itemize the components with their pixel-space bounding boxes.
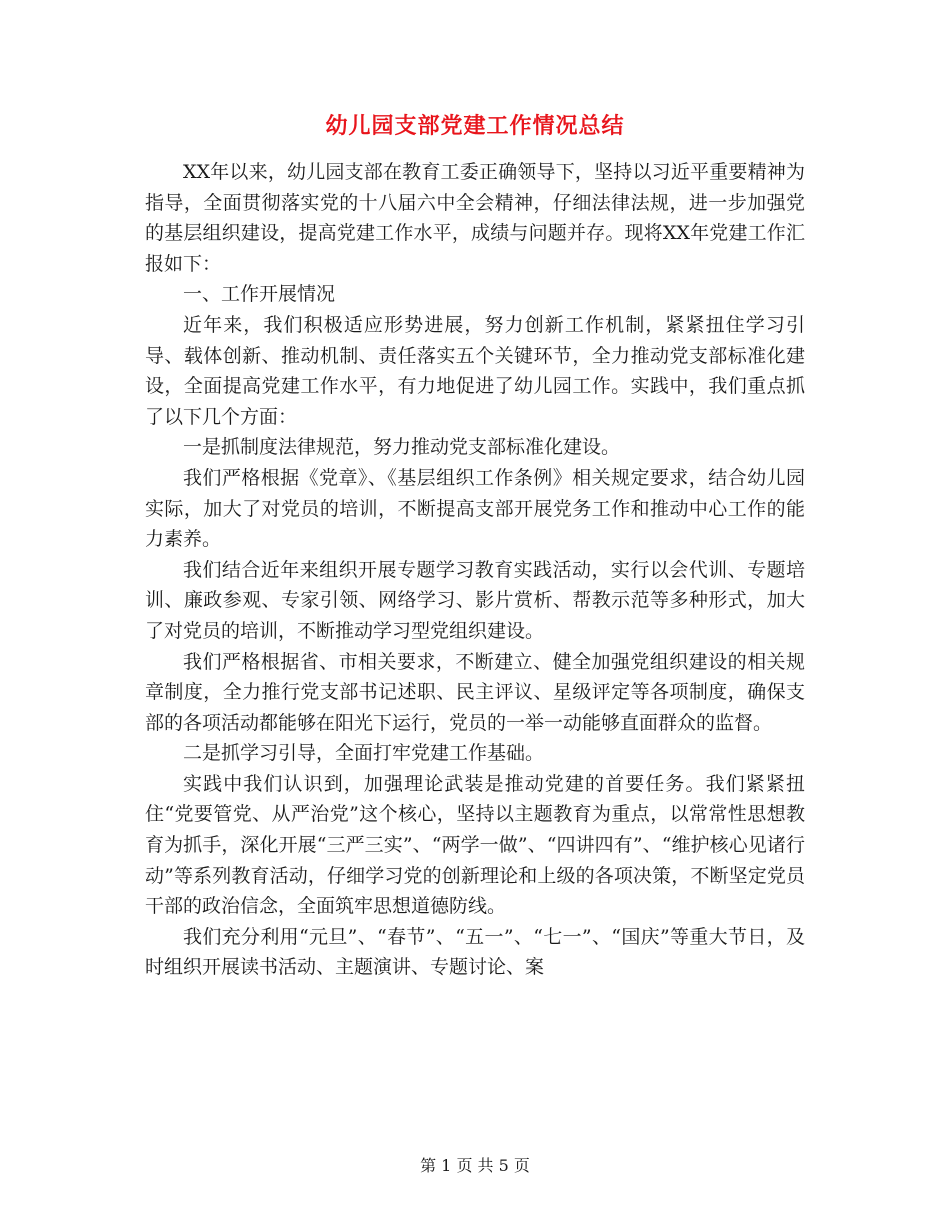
subheading-1: 一是抓制度法律规范，努力推动党支部标准化建设。: [183, 436, 621, 459]
document-body: [145, 157, 805, 983]
document-title: 幼儿园支部党建工作情况总结: [325, 113, 625, 139]
paragraph: 我们充分利用“元旦”、“春节”、“五一”、“七一”、“国庆”等重大节日，及时组织开展读书活动、主题演讲、专题讨论、案: [145, 925, 805, 979]
paragraph: 我们严格根据省、市相关要求，不断建立、健全加强党组织建设的相关规章制度，全力推行党支部书记述职、民主评议、星级评定等各项制度，确保支部的各项活动都能够在阳光下运行，党员的一举一动能够直面群众的监督。: [145, 650, 805, 734]
paragraph-overview: 近年来，我们积极适应形势进展，努力创新工作机制，紧紧扭住学习引导、载体创新、推动机制、责任落实五个关键环节，全力推动党支部标准化建设，全面提高党建工作水平，有力地促进了幼儿园工作。实践中，我们重点抓了以下几个方面：: [145, 313, 805, 428]
paragraph: 我们严格根据《党章》、《基层组织工作条例》相关规定要求，结合幼儿园实际，加大了对党员的培训，不断提高支部开展党务工作和推动中心工作的能力素养。: [145, 466, 805, 551]
section-heading-1: 一、工作开展情况: [183, 283, 336, 306]
paragraph: 我们结合近年来组织开展专题学习教育实践活动，实行以会代训、专题培训、廉政参观、专家引领、网络学习、影片赏析、帮教示范等多种形式，加大了对党员的培训，不断推动学习型党组织建设。: [145, 558, 805, 642]
subheading-2: 二是抓学习引导，全面打牢党建工作基础。: [183, 742, 545, 765]
paragraph-intro: XX年以来，幼儿园支部在教育工委正确领导下，坚持以习近平重要精神为指导，全面贯彻落实党的十八届六中全会精神，仔细法律法规，进一步加强党的基层组织建设，提高党建工作水平，成绩与问题并存。现将XX年党建工作汇报如下：: [145, 161, 805, 275]
page-number: 第 1 页 共 5 页: [420, 1156, 530, 1175]
paragraph: 实践中我们认识到，加强理论武装是推动党建的首要任务。我们紧紧扭住“党要管党、从严治党”这个核心，坚持以主题教育为重点，以常常性思想教育为抓手，深化开展“三严三实”、“两学一做”、“四讲四有”、“维护核心见诸行动”等系列教育活动，仔细学习党的创新理论和上级的各项决策，不断坚定党员干部的政治信念，全面筑牢思想道德防线。: [145, 772, 805, 918]
